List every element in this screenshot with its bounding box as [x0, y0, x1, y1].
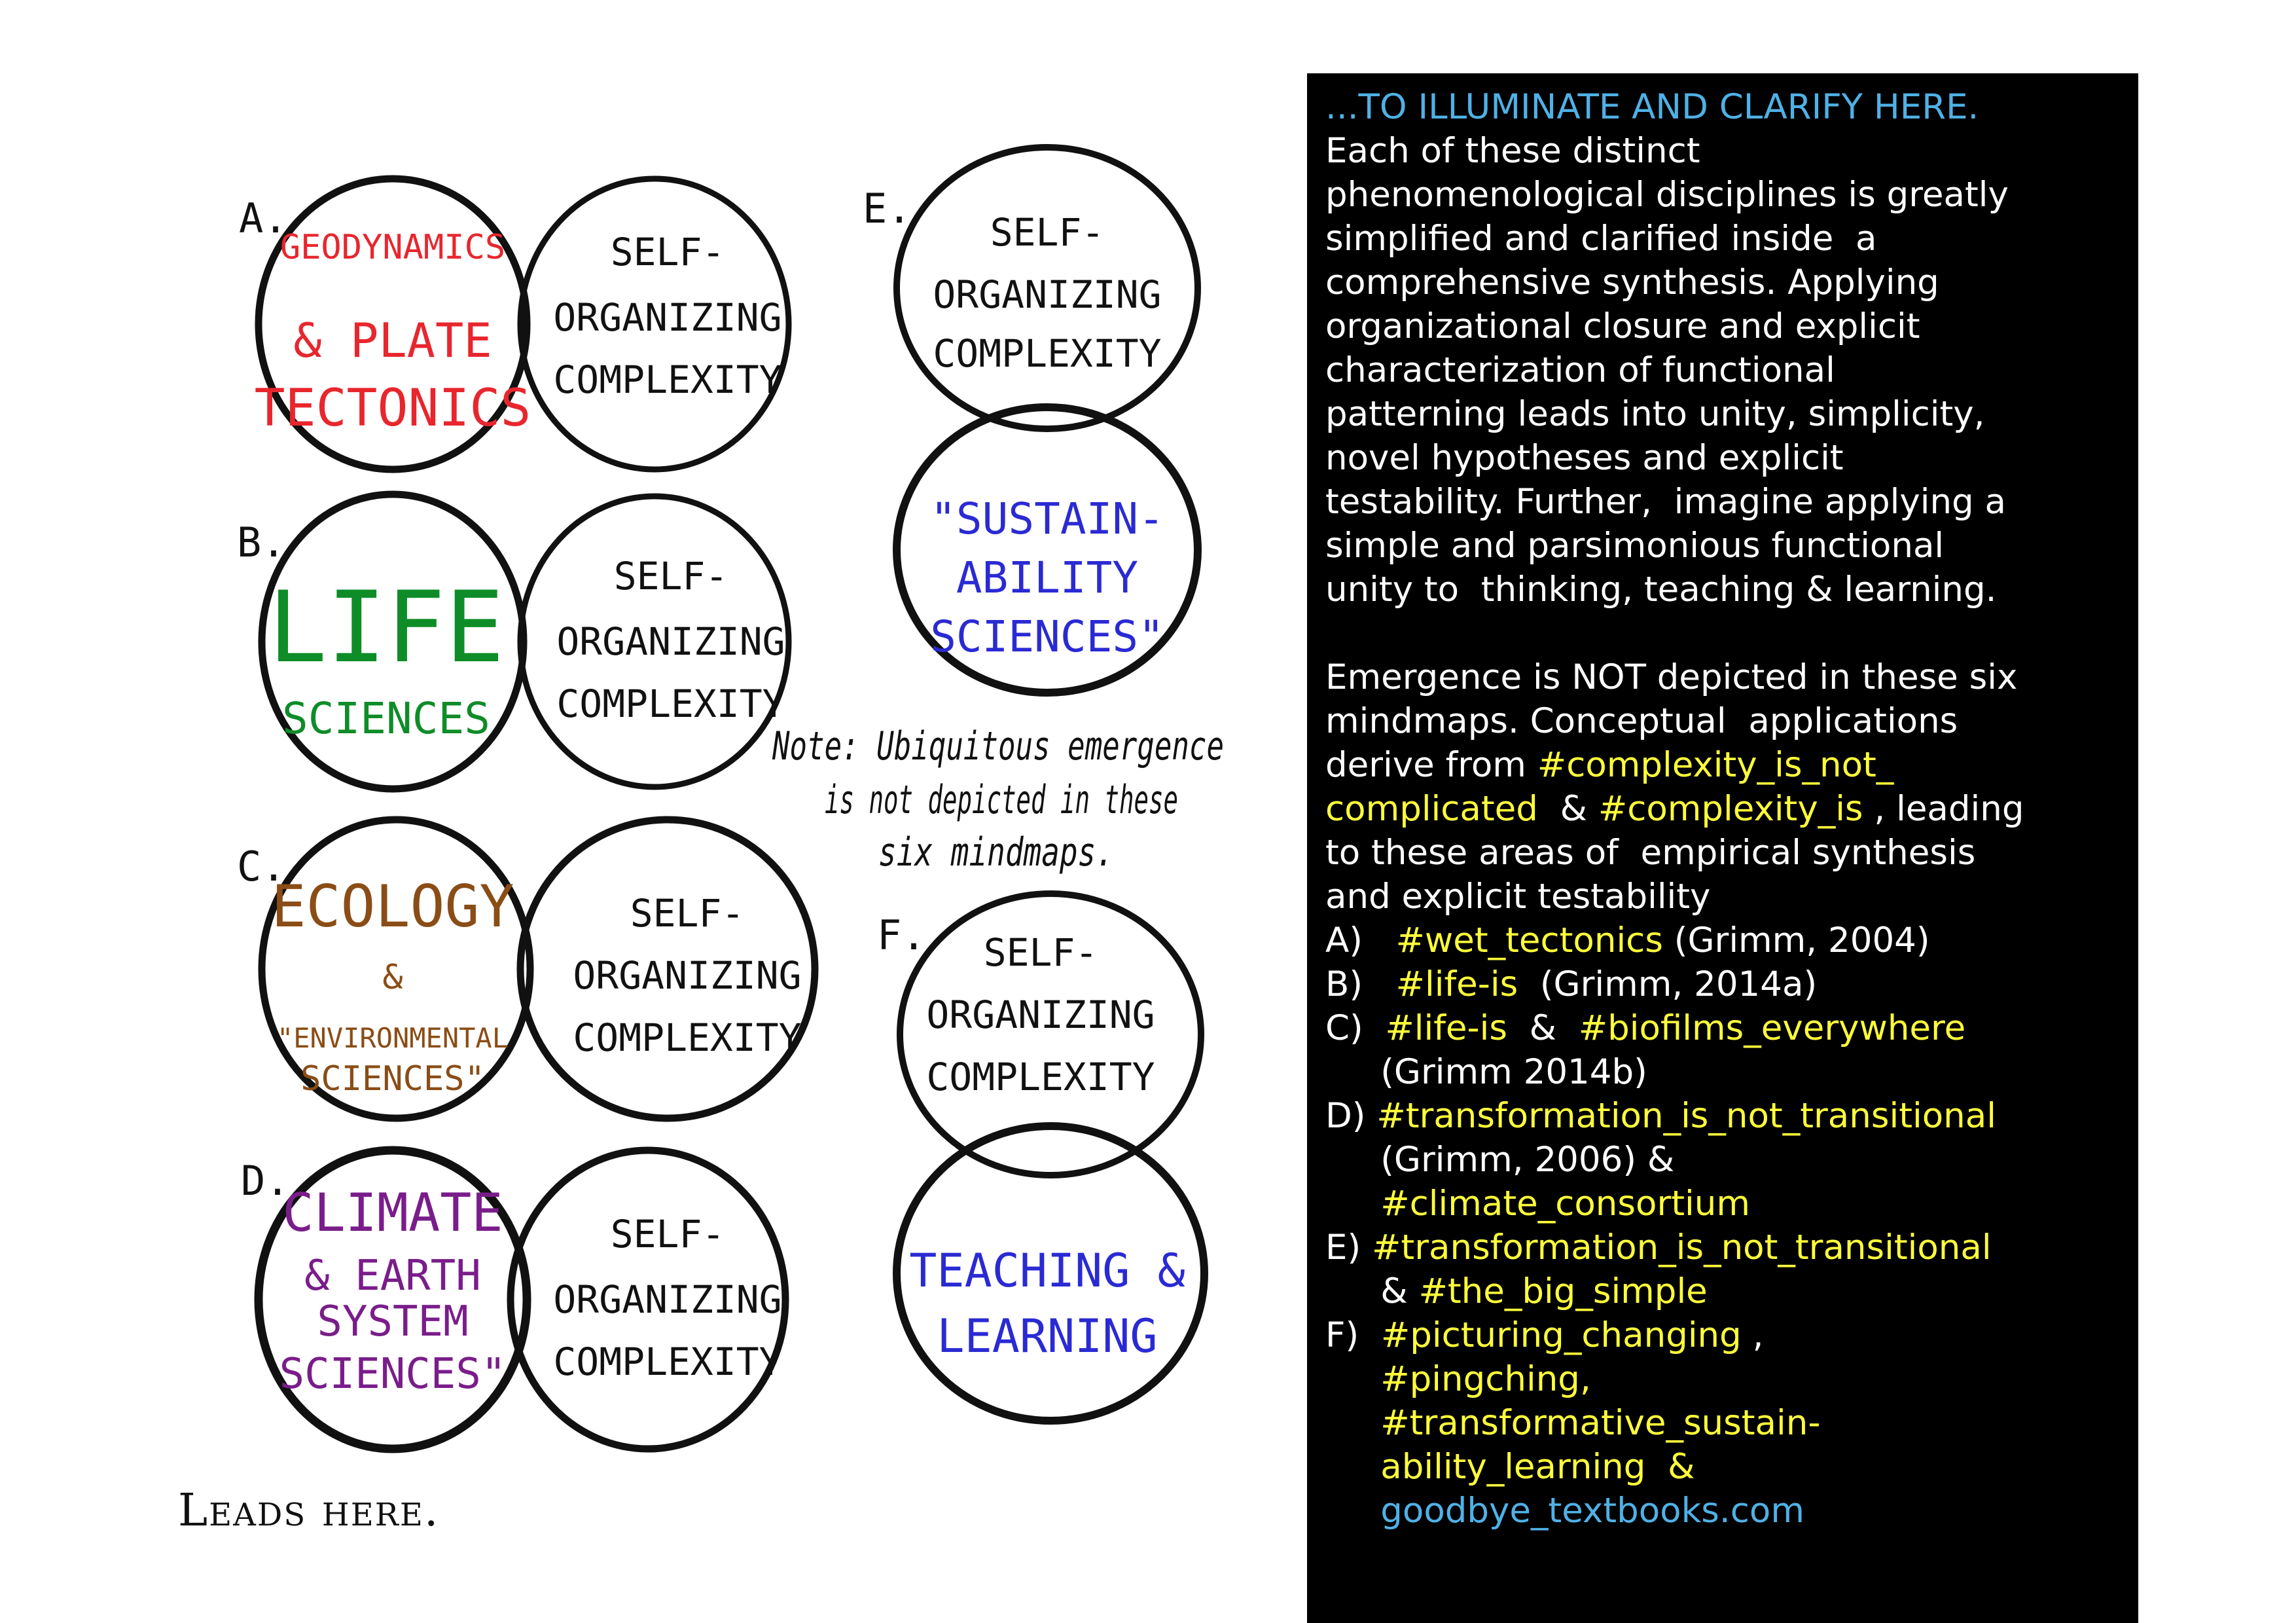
indent	[1325, 1359, 1380, 1399]
venn-c-right-label	[573, 891, 801, 1060]
text: derive from	[1325, 745, 1537, 785]
circle-label-line: LIFE	[268, 571, 505, 685]
item-label: C)	[1325, 1008, 1386, 1048]
text: &	[1645, 1447, 1695, 1487]
circle-label-line: COMPLEXITY	[926, 1055, 1155, 1099]
text: &	[1537, 789, 1598, 829]
list-item-d-cont	[1325, 1182, 2138, 1226]
hashtag-link[interactable]: #the_big_simple	[1418, 1271, 1708, 1311]
circle-label-line: SELF-	[630, 891, 745, 936]
hashtag-link[interactable]: #life-is	[1395, 964, 1518, 1004]
list-item-b	[1325, 962, 2138, 1006]
panel-para2-line: Emergence is NOT depicted in these six	[1325, 657, 2018, 697]
venn-b	[237, 494, 789, 789]
indent	[1325, 1271, 1380, 1311]
panel-para1-line: patterning leads into unity, simplicity,	[1325, 394, 1985, 434]
item-label: E)	[1325, 1228, 1372, 1267]
circle-label-line: SELF-	[610, 230, 725, 274]
list-item-c	[1325, 1006, 2138, 1050]
circle-label-line: CLIMATE	[282, 1182, 503, 1243]
circle-label-line: ORGANIZING	[553, 295, 782, 340]
circle-label-line: ABILITY	[956, 553, 1139, 603]
panel-para1-line: comprehensive synthesis. Applying	[1325, 263, 1939, 302]
circle-label-line: ORGANIZING	[933, 272, 1162, 317]
venn-a-left-label	[255, 228, 531, 438]
hashtag-link[interactable]: #transformation_is_not_transitional	[1372, 1228, 1992, 1267]
hashtag-link[interactable]: #complexity_is	[1598, 789, 1863, 829]
panel-para2-line	[1325, 787, 2138, 831]
venn-b-left-label	[268, 571, 504, 744]
list-item-f-cont	[1325, 1489, 2138, 1533]
panel-para1-line: unity to thinking, teaching & learning.	[1325, 570, 1997, 610]
hashtag-link[interactable]: #biofilms_everywhere	[1578, 1008, 1966, 1048]
text: ,	[1741, 1315, 1764, 1355]
venn-e-top-label	[933, 210, 1161, 376]
circle-label-line: COMPLEXITY	[553, 1340, 782, 1384]
leads-here-caption: Leads here.	[178, 1485, 440, 1537]
circle-label-line: SELF-	[610, 1212, 725, 1256]
circle-label-line: SCIENCES"	[279, 1350, 507, 1398]
indent	[1325, 1491, 1380, 1531]
circle-label-line: SELF-	[990, 210, 1105, 255]
list-item-f-cont	[1325, 1357, 2138, 1401]
hashtag-link[interactable]: #transformation_is_not_transitional	[1376, 1096, 1996, 1136]
item-label: A)	[1325, 921, 1396, 960]
venn-a-right-label	[553, 230, 781, 402]
list-item-d-ref: (Grimm, 2006) &	[1325, 1140, 1675, 1180]
list-item-c-ref: (Grimm 2014b)	[1325, 1052, 1647, 1092]
venn-f-bottom-label	[909, 1244, 1185, 1363]
circle-label-line: COMPLEXITY	[553, 357, 782, 402]
circle-label-line: SCIENCES"	[300, 1059, 485, 1099]
venn-d-right-label	[553, 1212, 781, 1384]
panel-para1-line: simplified and clarified inside a	[1325, 219, 1877, 259]
item-ref: (Grimm, 2004)	[1662, 921, 1930, 960]
emergence-note	[772, 723, 1224, 875]
hashtag-link[interactable]: #transformative_sustain-	[1380, 1403, 1821, 1443]
circle-label-line: "ENVIRONMENTAL	[276, 1022, 509, 1054]
circle-label-line: ORGANIZING	[573, 953, 802, 998]
text: , leading	[1863, 789, 2024, 829]
circle-label-line: COMPLEXITY	[556, 682, 785, 726]
hashtag-link[interactable]: #wet_tectonics	[1395, 921, 1663, 960]
item-label: D)	[1325, 1096, 1377, 1136]
item-label: F)	[1325, 1315, 1381, 1355]
list-item-f-cont	[1325, 1445, 2138, 1489]
circle-label-line: ORGANIZING	[553, 1277, 782, 1322]
panel-para2-line: to these areas of empirical synthesis	[1325, 833, 1976, 873]
panel-para1-line: phenomenological disciplines is greatly	[1325, 175, 2009, 215]
panel-para1-line: characterization of functional	[1325, 350, 1835, 390]
hashtag-link[interactable]: #picturing_changing	[1380, 1315, 1742, 1355]
venn-a-letter: A.	[239, 194, 288, 242]
venn-c-letter: C.	[237, 843, 286, 890]
note-line-2: is not depicted in these	[825, 777, 1178, 823]
indent	[1325, 1403, 1380, 1443]
circle-label-line: TECTONICS	[254, 379, 531, 438]
panel-para1-line: novel hypotheses and explicit	[1325, 438, 1844, 478]
venn-c-left-label	[272, 873, 514, 1099]
list-item-e	[1325, 1226, 2138, 1269]
circle-label-line: GEODYNAMICS	[279, 228, 506, 267]
circle-label-line: SELF-	[983, 930, 1098, 975]
venn-d	[241, 1150, 785, 1449]
hashtag-link[interactable]: complicated	[1325, 789, 1538, 829]
venn-d-letter: D.	[241, 1157, 290, 1205]
list-item-d	[1325, 1094, 2138, 1138]
text: &	[1380, 1271, 1419, 1311]
hashtag-link[interactable]: ability_learning	[1380, 1447, 1646, 1487]
venn-e	[863, 147, 1198, 693]
venn-b-right-label	[556, 554, 785, 726]
item-ref: (Grimm, 2014a)	[1518, 964, 1818, 1004]
list-item-f-cont	[1325, 1401, 2138, 1445]
website-link[interactable]: goodbye_textbooks.com	[1380, 1491, 1804, 1531]
circle-label-line: ORGANIZING	[556, 619, 785, 664]
venn-f-top-label	[926, 930, 1155, 1099]
hashtag-link[interactable]: #complexity_is_not_	[1537, 745, 1894, 785]
circle-label-line: COMPLEXITY	[573, 1015, 802, 1060]
panel-para1-line: testability. Further, imagine applying a	[1325, 482, 2007, 522]
venn-d-left-label	[279, 1182, 507, 1398]
text: &	[1507, 1008, 1579, 1048]
venn-e-letter: E.	[863, 185, 912, 232]
circle-label-line: SYSTEM	[317, 1298, 469, 1346]
hashtag-link[interactable]: #pingching,	[1380, 1359, 1591, 1399]
circle-label-line: "SUSTAIN-	[930, 494, 1164, 544]
indent	[1325, 1184, 1380, 1224]
venn-f	[877, 894, 1204, 1421]
circle-label-line: ORGANIZING	[926, 993, 1155, 1037]
list-item-e-cont	[1325, 1269, 2138, 1313]
venn-a	[239, 179, 789, 469]
panel-heading: ...TO ILLUMINATE AND CLARIFY HERE.	[1325, 87, 1979, 127]
hashtag-link[interactable]: #climate_consortium	[1380, 1184, 1750, 1224]
panel-para2-line: and explicit testability	[1325, 877, 1711, 917]
venn-f-letter: F.	[877, 911, 926, 959]
circle-label-line: SCIENCES"	[930, 611, 1164, 662]
circle-label-line: & EARTH	[304, 1252, 481, 1300]
circle-label-line: SCIENCES	[282, 693, 490, 744]
panel-para2-line: mindmaps. Conceptual applications	[1325, 701, 1958, 741]
venn-c	[237, 820, 815, 1118]
circle-label-line: & PLATE	[293, 313, 492, 368]
list-item-f	[1325, 1313, 2138, 1357]
panel-spacer	[1325, 611, 2138, 655]
circle-label-line: ECOLOGY	[271, 873, 514, 940]
venn-b-letter: B.	[237, 519, 286, 566]
circle-label-line: TEACHING &	[909, 1244, 1185, 1298]
item-label: B)	[1325, 964, 1396, 1004]
indent	[1325, 1447, 1380, 1487]
hashtag-link[interactable]: #life-is	[1385, 1008, 1507, 1048]
circle-label-line: SELF-	[613, 554, 728, 598]
panel-para1-line: organizational closure and explicit	[1325, 306, 1920, 346]
panel-para2-line	[1325, 743, 2138, 787]
panel-para1-line: simple and parsimonious functional	[1325, 526, 1945, 566]
panel-para1-line: Each of these distinct	[1325, 131, 1700, 171]
note-line-3: six mindmaps.	[878, 830, 1114, 875]
explanation-panel	[1307, 73, 2138, 1623]
circle-label-line: LEARNING	[937, 1309, 1158, 1363]
list-item-a	[1325, 919, 2138, 962]
note-line-1: Note: Ubiquitous emergence	[772, 723, 1224, 769]
circle-label-line: &	[382, 958, 403, 997]
circle-label-line: COMPLEXITY	[933, 331, 1162, 376]
venn-e-bottom-label	[930, 494, 1164, 662]
